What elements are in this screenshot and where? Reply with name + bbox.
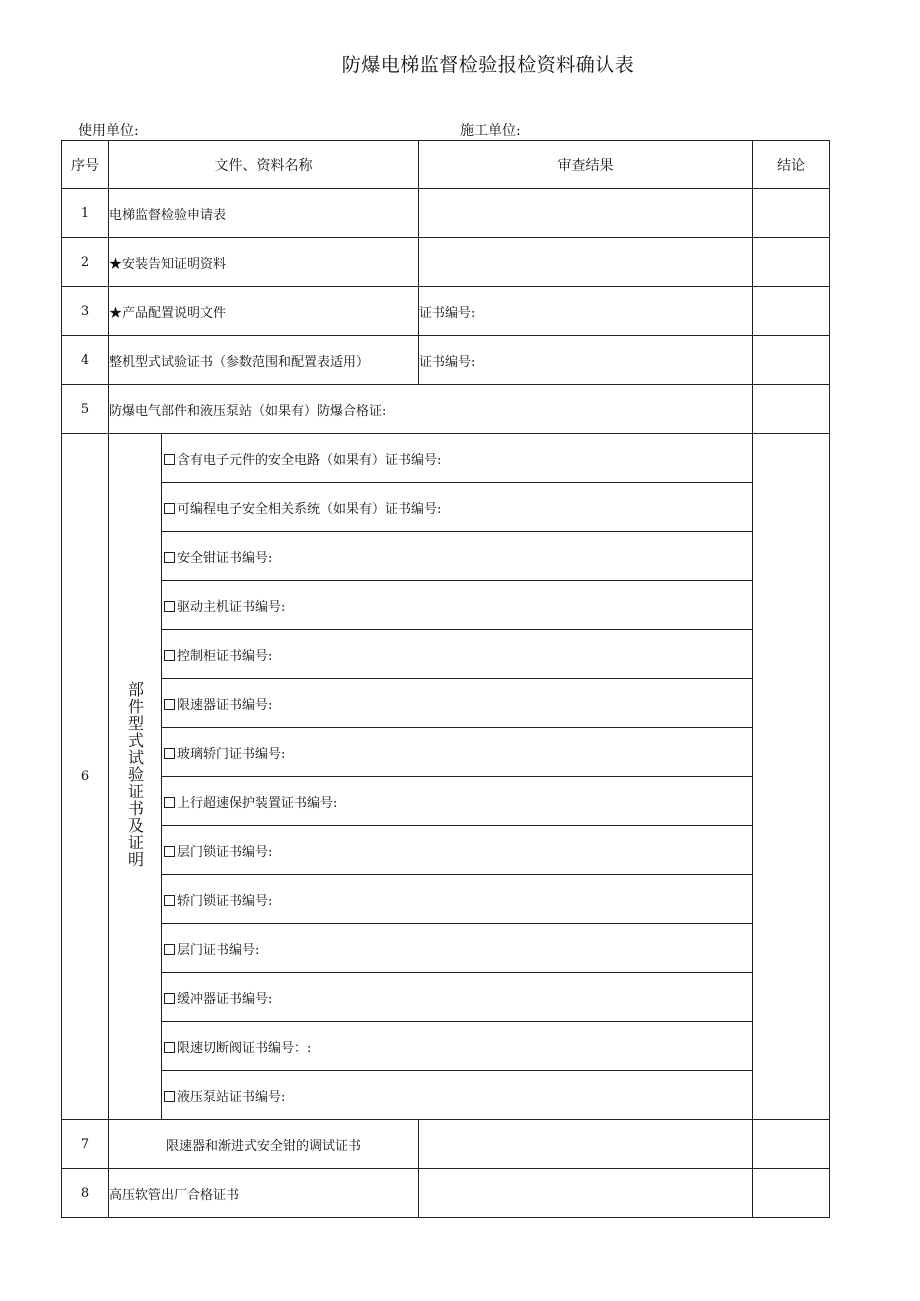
row-no: 1 — [62, 189, 109, 238]
row-name: 高压软管出厂合格证书 — [109, 1169, 419, 1218]
component-group-label: 部件型式试验证书及证明 — [125, 681, 145, 868]
checkbox-icon[interactable] — [164, 1042, 175, 1053]
checklist-item[interactable]: 限速切断阀证书编号：: — [162, 1022, 753, 1071]
row-conclusion[interactable] — [753, 1120, 830, 1169]
table-row — [62, 1169, 830, 1218]
table-row — [62, 434, 830, 483]
table-row — [62, 1022, 830, 1071]
table-row — [62, 385, 830, 434]
checklist-item[interactable]: 玻璃轿门证书编号: — [162, 728, 753, 777]
row-no: 7 — [62, 1120, 109, 1169]
checklist-item[interactable]: 安全钳证书编号: — [162, 532, 753, 581]
checkbox-icon[interactable] — [164, 797, 175, 808]
page-title: 防爆电梯监督检验报检资料确认表 — [341, 54, 635, 76]
table-row — [62, 826, 830, 875]
row-name: 整机型式试验证书（参数范围和配置表适用） — [109, 336, 419, 385]
row-name: ★产品配置说明文件 — [109, 287, 419, 336]
table-row — [62, 1071, 830, 1120]
checklist-item[interactable]: 层门锁证书编号: — [162, 826, 753, 875]
row-conclusion[interactable] — [753, 189, 830, 238]
row-conclusion[interactable] — [753, 385, 830, 434]
checklist-item[interactable]: 上行超速保护装置证书编号: — [162, 777, 753, 826]
row-result[interactable]: 证书编号: — [419, 336, 753, 385]
table-row — [62, 532, 830, 581]
checkbox-icon[interactable] — [164, 1091, 175, 1102]
checkbox-icon[interactable] — [164, 454, 175, 465]
checklist-item[interactable]: 轿门锁证书编号: — [162, 875, 753, 924]
row-no: 2 — [62, 238, 109, 287]
table-row — [62, 777, 830, 826]
header-result: 审查结果 — [419, 141, 753, 189]
checklist-item[interactable]: 控制柜证书编号: — [162, 630, 753, 679]
table-row — [62, 238, 830, 287]
table-row — [62, 728, 830, 777]
row-conclusion[interactable] — [753, 336, 830, 385]
checkbox-icon[interactable] — [164, 748, 175, 759]
row-no: 3 — [62, 287, 109, 336]
checkbox-icon[interactable] — [164, 503, 175, 514]
document-checklist-table — [61, 140, 830, 1218]
table-row — [62, 483, 830, 532]
header-name: 文件、资料名称 — [109, 141, 419, 189]
table-row — [62, 1120, 830, 1169]
row-conclusion[interactable] — [753, 287, 830, 336]
table-row — [62, 924, 830, 973]
row-no: 5 — [62, 385, 109, 434]
checkbox-icon[interactable] — [164, 552, 175, 563]
row-name: ★安装告知证明资料 — [109, 238, 419, 287]
header-no: 序号 — [62, 141, 109, 189]
row-result[interactable] — [419, 1169, 753, 1218]
checkbox-icon[interactable] — [164, 601, 175, 612]
checkbox-icon[interactable] — [164, 993, 175, 1004]
checkbox-icon[interactable] — [164, 699, 175, 710]
row-result[interactable] — [419, 1120, 753, 1169]
row-no: 6 — [62, 434, 109, 1120]
checklist-item[interactable]: 缓冲器证书编号: — [162, 973, 753, 1022]
row-result[interactable]: 证书编号: — [419, 287, 753, 336]
component-group-label-cell — [109, 434, 162, 1120]
row-no: 4 — [62, 336, 109, 385]
table-row — [62, 336, 830, 385]
row-name: 防爆电气部件和液压泵站（如果有）防爆合格证: — [109, 385, 753, 434]
checklist-item[interactable]: 含有电子元件的安全电路（如果有）证书编号: — [162, 434, 753, 483]
table-row — [62, 679, 830, 728]
checklist-item[interactable]: 液压泵站证书编号: — [162, 1071, 753, 1120]
checkbox-icon[interactable] — [164, 944, 175, 955]
checklist-item[interactable]: 限速器证书编号: — [162, 679, 753, 728]
checklist-item[interactable]: 驱动主机证书编号: — [162, 581, 753, 630]
row-conclusion[interactable] — [753, 1169, 830, 1218]
header-conclusion: 结论 — [753, 141, 830, 189]
checkbox-icon[interactable] — [164, 846, 175, 857]
row-name: 限速器和渐进式安全钳的调试证书 — [109, 1120, 419, 1169]
row-result[interactable] — [419, 238, 753, 287]
row-conclusion[interactable] — [753, 434, 830, 1120]
row-name: 电梯监督检验申请表 — [109, 189, 419, 238]
table-header-row — [62, 141, 830, 189]
table-row — [62, 189, 830, 238]
table-row — [62, 581, 830, 630]
checklist-item[interactable]: 可编程电子安全相关系统（如果有）证书编号: — [162, 483, 753, 532]
table-row — [62, 875, 830, 924]
table-row — [62, 287, 830, 336]
checkbox-icon[interactable] — [164, 895, 175, 906]
checklist-item[interactable]: 层门证书编号: — [162, 924, 753, 973]
table-row — [62, 973, 830, 1022]
construction-unit-label: 施工单位: — [460, 123, 521, 139]
table-row — [62, 630, 830, 679]
row-result[interactable] — [419, 189, 753, 238]
checkbox-icon[interactable] — [164, 650, 175, 661]
row-conclusion[interactable] — [753, 238, 830, 287]
row-no: 8 — [62, 1169, 109, 1218]
user-unit-label: 使用单位: — [78, 123, 139, 139]
